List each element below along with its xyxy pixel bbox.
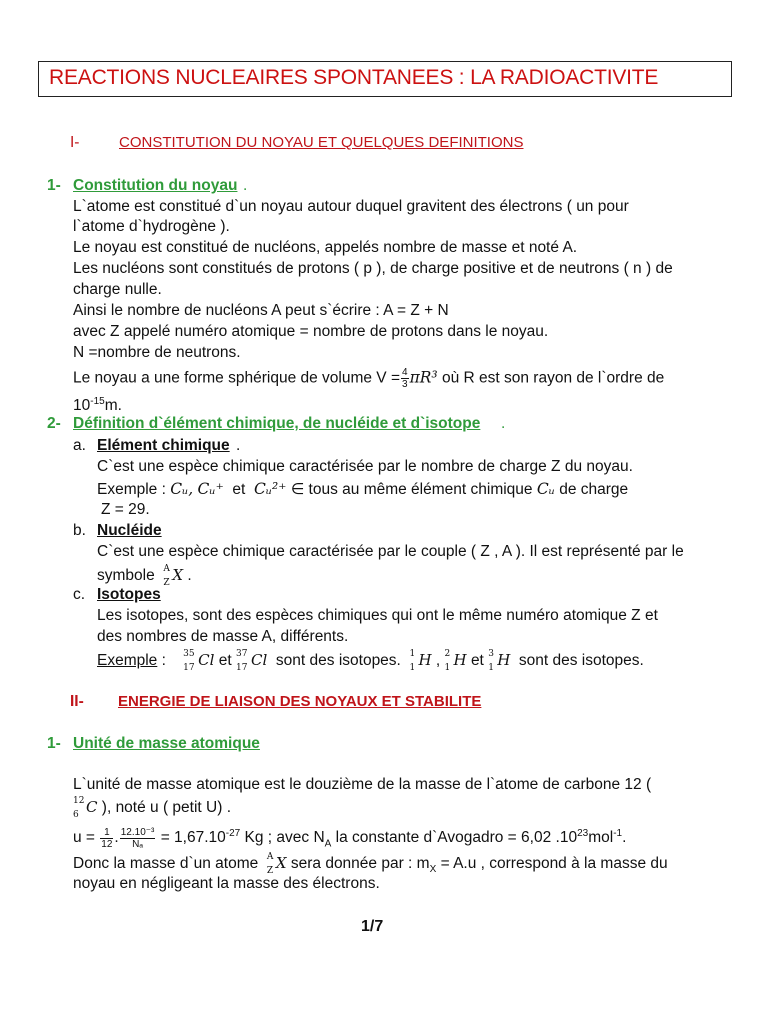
volume-text: Le noyau a une forme sphérique de volume V = bbox=[73, 369, 401, 387]
item-a-label: a. bbox=[73, 437, 86, 454]
section-1-heading: CONSTITUTION DU NOYAU ET QUELQUES DEFINITIONS bbox=[119, 134, 524, 151]
sub-1-period: . bbox=[243, 177, 248, 194]
sub-2-heading: Définition d`élément chimique, de nucléide et d`isotope bbox=[73, 415, 481, 432]
sub-1-heading: Constitution du noyau bbox=[73, 177, 238, 194]
text-line: Les nucléons sont constitués de protons ( p ), de charge positive et de neutrons ( n ) de bbox=[73, 260, 673, 277]
section-2-number: II- bbox=[70, 693, 84, 710]
text-line: Les isotopes, sont des espèces chimiques qui ont le même numéro atomique Z et bbox=[97, 607, 658, 624]
section-1-number: I- bbox=[70, 134, 80, 151]
text-line: noyau en négligeant la masse des électrons. bbox=[73, 875, 380, 892]
example-line: Exemple : Cᵤ, Cᵤ⁺ et Cᵤ²⁺ ∈ tous au même élément chimique Cᵤ de charge bbox=[97, 480, 629, 498]
amu-formula-line: u = $\frac{1}{12}$ . $\frac{\text{12.10⁻³}}{\text{Nₐ}}$ = $1,67.10^{-27}$ Kg ; avec $N_A$ la constante d`Avogadro = 6,02 $.10^{23}mol^{-1}$. bbox=[73, 826, 627, 850]
text-line: avec Z appelé numéro atomique = nombre de protons dans le noyau. bbox=[73, 323, 549, 340]
nuclide-symbol: A Z X bbox=[163, 564, 184, 588]
item-a-heading: Elément chimique bbox=[97, 437, 230, 454]
text-line: C`est une espèce chimique caractérisée par le nombre de charge Z du noyau. bbox=[97, 458, 633, 475]
item-b-label: b. bbox=[73, 522, 86, 539]
text-line: L`atome est constitué d`un noyau autour duquel gravitent des électrons ( un pour bbox=[73, 198, 629, 215]
mass-line: Donc la masse d`un atome A Z X sera donnée par : $m_X = A.u$ , correspond à la masse du bbox=[73, 852, 668, 876]
text-line: l`atome d`hydrogène ). bbox=[73, 218, 230, 235]
volume-line bbox=[73, 367, 664, 390]
page-number: 1/7 bbox=[361, 918, 384, 935]
symbol-line: symbole A Z X . bbox=[97, 564, 192, 588]
sub-2-number: 2- bbox=[47, 415, 61, 432]
text-line: Z = 29. bbox=[101, 501, 150, 518]
text-line: des nombres de masse A, différents. bbox=[97, 628, 349, 645]
text-line: N =nombre de neutrons. bbox=[73, 344, 241, 361]
sub-2-period: . bbox=[501, 415, 506, 432]
section-2-heading: ENERGIE DE LIAISON DES NOYAUX ET STABILITE bbox=[118, 693, 482, 710]
text-line: Ainsi le nombre de nucléons A peut s`écrire : A = Z + N bbox=[73, 302, 449, 319]
title-box bbox=[38, 61, 732, 97]
text-line: L`unité de masse atomique est le douzième de la masse de l`atome de carbone 12 ( bbox=[73, 776, 652, 793]
item-c-label: c. bbox=[73, 586, 86, 603]
volume-text-end: où R est son rayon de l`ordre de bbox=[437, 369, 665, 387]
text-line: charge nulle. bbox=[73, 281, 162, 298]
sub-3-heading: Unité de masse atomique bbox=[73, 735, 260, 752]
isotope-example-line: Exemple : 35 17 Cl et 37 17 Cl sont des isotopes. 1 1 H , 2 1 H et 3 1 H sont des isotopes. bbox=[97, 649, 644, 673]
volume-fraction: $\frac{4}{3}$ bbox=[402, 367, 408, 390]
item-c-heading: Isotopes bbox=[97, 586, 161, 603]
volume-expression: πR³ bbox=[409, 368, 438, 387]
radius-order-line: $10^{-15}m$. bbox=[73, 396, 122, 415]
page-title: REACTIONS NUCLEAIRES SPONTANEES : LA RADIOACTIVITE bbox=[49, 66, 659, 89]
item-a-period: . bbox=[236, 437, 241, 454]
sub-1-number: 1- bbox=[47, 177, 61, 194]
text-line: Le noyau est constitué de nucléons, appelés nombre de masse et noté A. bbox=[73, 239, 578, 256]
item-b-heading: Nucléide bbox=[97, 522, 162, 539]
carbon-line: 12 6 C ), noté u ( petit U) . bbox=[73, 796, 232, 820]
sub-3-number: 1- bbox=[47, 735, 61, 752]
text-line: C`est une espèce chimique caractérisée par le couple ( Z , A ). Il est représenté par le bbox=[97, 543, 684, 560]
